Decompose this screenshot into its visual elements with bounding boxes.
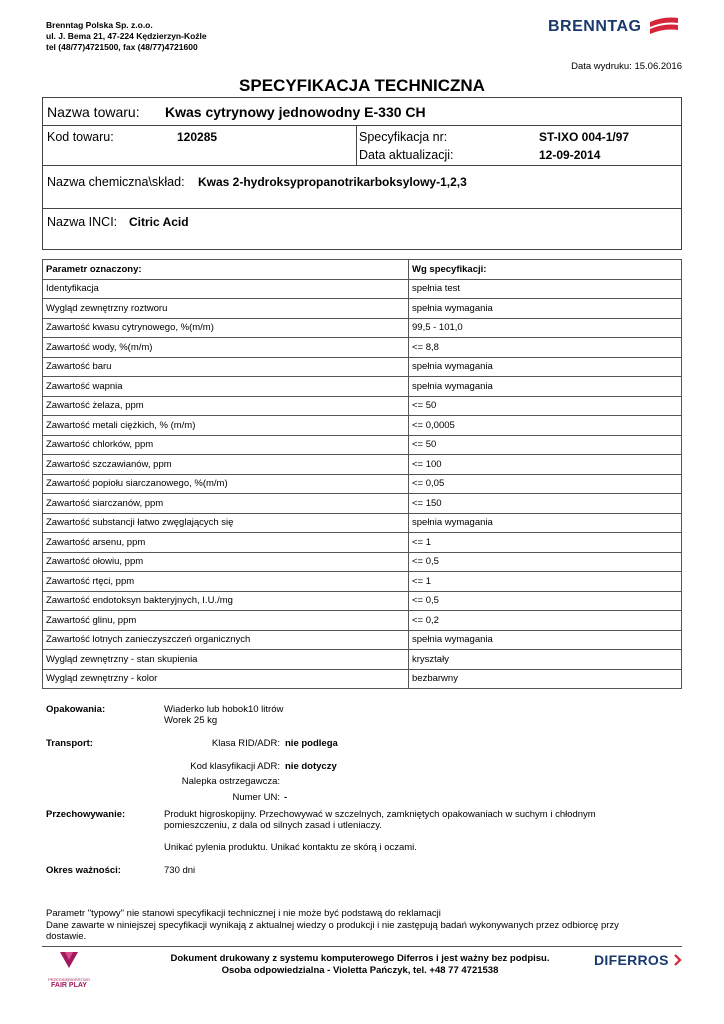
validity-value: 730 dni xyxy=(164,865,196,876)
packaging-line-1: Wiaderko lub hobok10 litrów xyxy=(164,704,284,715)
spec-value-cell: <= 0,5 xyxy=(409,552,682,572)
param-cell: Wygląd zewnętrzny roztworu xyxy=(43,299,409,319)
chemical-name-box xyxy=(42,166,682,209)
param-cell: Zawartość chlorków, ppm xyxy=(43,435,409,455)
diferros-chevron-icon xyxy=(674,954,684,966)
param-cell: Zawartość popiołu siarczanowego, %(m/m) xyxy=(43,474,409,494)
fair-play-icon xyxy=(58,950,80,972)
rid-class-label: Klasa RID/ADR: xyxy=(211,738,280,749)
brenntag-logo xyxy=(548,12,680,48)
divider xyxy=(356,126,357,165)
table-row xyxy=(43,669,682,689)
table-row xyxy=(43,552,682,572)
param-cell: Zawartość kwasu cytrynowego, %(m/m) xyxy=(43,318,409,338)
table-row xyxy=(43,377,682,397)
spec-value-cell: <= 0,0005 xyxy=(409,416,682,436)
product-code-box xyxy=(42,126,682,166)
param-cell: Zawartość wody, %(m/m) xyxy=(43,338,409,358)
param-cell: Zawartość substancji łatwo zwęglających się xyxy=(43,513,409,533)
transport-label: Transport: xyxy=(46,738,93,749)
adr-code-label: Kod klasyfikacji ADR: xyxy=(190,761,280,772)
fair-play-logo xyxy=(44,950,94,990)
adr-code-value: nie dotyczy xyxy=(285,761,337,772)
param-cell: Zawartość metali ciężkich, % (m/m) xyxy=(43,416,409,436)
chemical-name-value: Kwas 2-hydroksypropanotrikarboksylowy-1,2,3 xyxy=(198,175,467,189)
inci-name-label: Nazwa INCI: xyxy=(47,215,118,229)
chemical-name-label: Nazwa chemiczna\skład: xyxy=(47,175,185,189)
footer-line-2: Osoba odpowiedzialna - Violetta Pańczyk, tel. +48 77 4721538 xyxy=(221,965,499,976)
brenntag-swoosh-icon xyxy=(648,14,680,40)
company-address xyxy=(46,20,207,53)
param-cell: Zawartość lotnych zanieczyszczeń organicznych xyxy=(43,630,409,650)
un-number-value: - xyxy=(284,792,288,803)
spec-value-cell: 99,5 - 101,0 xyxy=(409,318,682,338)
update-date-value: 12-09-2014 xyxy=(539,148,601,162)
spec-value-cell: spełnia wymagania xyxy=(409,513,682,533)
table-header-row xyxy=(43,260,682,280)
note-line-1: Parametr "typowy" nie stanowi specyfikacji technicznej i nie może być podstawą do reklamacji xyxy=(46,908,441,919)
param-cell: Zawartość szczawianów, ppm xyxy=(43,455,409,475)
param-cell: Identyfikacja xyxy=(43,279,409,299)
page-title: SPECYFIKACJA TECHNICZNA xyxy=(239,76,485,95)
inci-name-box xyxy=(42,209,682,250)
brenntag-logo-text: BRENNTAG xyxy=(548,18,642,35)
validity-label: Okres ważności: xyxy=(46,865,121,876)
table-row xyxy=(43,572,682,592)
table-row xyxy=(43,357,682,377)
diferros-logo-text: DIFERROS xyxy=(594,952,669,968)
spec-value-cell: spełnia test xyxy=(409,279,682,299)
spec-number-value: ST-IXO 004-1/97 xyxy=(539,130,630,144)
table-row xyxy=(43,416,682,436)
footer-divider xyxy=(42,946,682,947)
packaging-line-2: Worek 25 kg xyxy=(164,715,218,726)
spec-value-cell: <= 8,8 xyxy=(409,338,682,358)
rid-class-value: nie podlega xyxy=(285,738,338,749)
inci-name-value: Citric Acid xyxy=(129,215,189,229)
param-cell: Zawartość endotoksyn bakteryjnych, I.U./mg xyxy=(43,591,409,611)
table-row xyxy=(43,513,682,533)
param-cell: Zawartość glinu, ppm xyxy=(43,611,409,631)
table-row xyxy=(43,494,682,514)
spec-number-label: Specyfikacja nr: xyxy=(359,130,448,144)
spec-value-cell: <= 50 xyxy=(409,435,682,455)
fair-play-text: FAIR PLAY xyxy=(51,982,87,989)
footer-info xyxy=(120,953,600,977)
note-line-2: Dane zawarte w niniejszej specyfikacji wynikają z aktualnej wiedzy o produkcji i nie zastępują badań wykonywanych przez odbiorcę przy xyxy=(46,919,619,931)
company-name: Brenntag Polska Sp. z.o.o. xyxy=(46,20,153,30)
footer-line-1: Dokument drukowany z systemu komputerowego Diferros i jest ważny bez podpisu. xyxy=(170,953,550,964)
table-row xyxy=(43,299,682,319)
spec-value-cell: <= 150 xyxy=(409,494,682,514)
spec-value-cell: <= 1 xyxy=(409,572,682,592)
spec-value-cell: spełnia wymagania xyxy=(409,377,682,397)
company-street: ul. J. Bema 21, 47-224 Kędzierzyn-Koźle xyxy=(46,31,207,41)
param-cell: Zawartość rtęci, ppm xyxy=(43,572,409,592)
storage-line-3: Unikać pylenia produktu. Unikać kontaktu ze skórą i oczami. xyxy=(164,842,417,853)
param-cell: Zawartość siarczanów, ppm xyxy=(43,494,409,514)
table-row xyxy=(43,318,682,338)
spec-value-cell: kryształy xyxy=(409,650,682,670)
warning-sticker-label: Nalepka ostrzegawcza: xyxy=(181,776,280,787)
table-row xyxy=(43,279,682,299)
table-row xyxy=(43,611,682,631)
diferros-logo xyxy=(594,952,686,970)
param-cell: Zawartość żelaza, ppm xyxy=(43,396,409,416)
table-row xyxy=(43,630,682,650)
spec-value-cell: bezbarwny xyxy=(409,669,682,689)
table-row xyxy=(43,338,682,358)
un-number-label: Numer UN: xyxy=(232,792,280,803)
param-cell: Wygląd zewnętrzny - kolor xyxy=(43,669,409,689)
param-cell: Wygląd zewnętrzny - stan skupienia xyxy=(43,650,409,670)
param-cell: Zawartość wapnia xyxy=(43,377,409,397)
packaging-label: Opakowania: xyxy=(46,704,106,715)
spec-value-cell: <= 0,2 xyxy=(409,611,682,631)
note-line-3: dostawie. xyxy=(46,931,87,942)
spec-value-cell: <= 0,5 xyxy=(409,591,682,611)
table-row xyxy=(43,650,682,670)
product-name-label: Nazwa towaru: xyxy=(47,104,140,120)
table-row xyxy=(43,435,682,455)
storage-label: Przechowywanie: xyxy=(46,809,126,820)
table-row xyxy=(43,591,682,611)
product-code-value: 120285 xyxy=(177,130,218,144)
param-cell: Zawartość ołowiu, ppm xyxy=(43,552,409,572)
spec-value-cell: <= 50 xyxy=(409,396,682,416)
print-date: Data wydruku: 15.06.2016 xyxy=(571,61,682,72)
product-code-label: Kod towaru: xyxy=(47,130,114,144)
spec-value-cell: spełnia wymagania xyxy=(409,299,682,319)
product-name-box xyxy=(42,97,682,126)
spec-table xyxy=(42,259,682,689)
notes xyxy=(46,908,686,943)
fair-play-small: PRZEDSIĘBIORSTWO xyxy=(48,977,90,982)
spec-value-cell: <= 100 xyxy=(409,455,682,475)
header-param: Parametr oznaczony: xyxy=(43,260,409,280)
storage-line-1: Produkt higroskopijny. Przechowywać w szczelnych, zamkniętych opakowaniach w suchym i chłodnym xyxy=(164,809,596,820)
table-row xyxy=(43,455,682,475)
spec-value-cell: <= 0,05 xyxy=(409,474,682,494)
table-row xyxy=(43,396,682,416)
spec-value-cell: spełnia wymagania xyxy=(409,630,682,650)
param-cell: Zawartość baru xyxy=(43,357,409,377)
header-spec: Wg specyfikacji: xyxy=(409,260,682,280)
spec-value-cell: <= 1 xyxy=(409,533,682,553)
table-row xyxy=(43,533,682,553)
table-row xyxy=(43,474,682,494)
spec-value-cell: spełnia wymagania xyxy=(409,357,682,377)
param-cell: Zawartość arsenu, ppm xyxy=(43,533,409,553)
storage-line-2: pomieszczeniu, z dala od silnych zasad i utleniaczy. xyxy=(164,820,382,831)
product-name-value: Kwas cytrynowy jednowodny E-330 CH xyxy=(165,104,426,120)
update-date-label: Data aktualizacji: xyxy=(359,148,454,162)
company-phone: tel (48/77)4721500, fax (48/77)4721600 xyxy=(46,42,198,52)
